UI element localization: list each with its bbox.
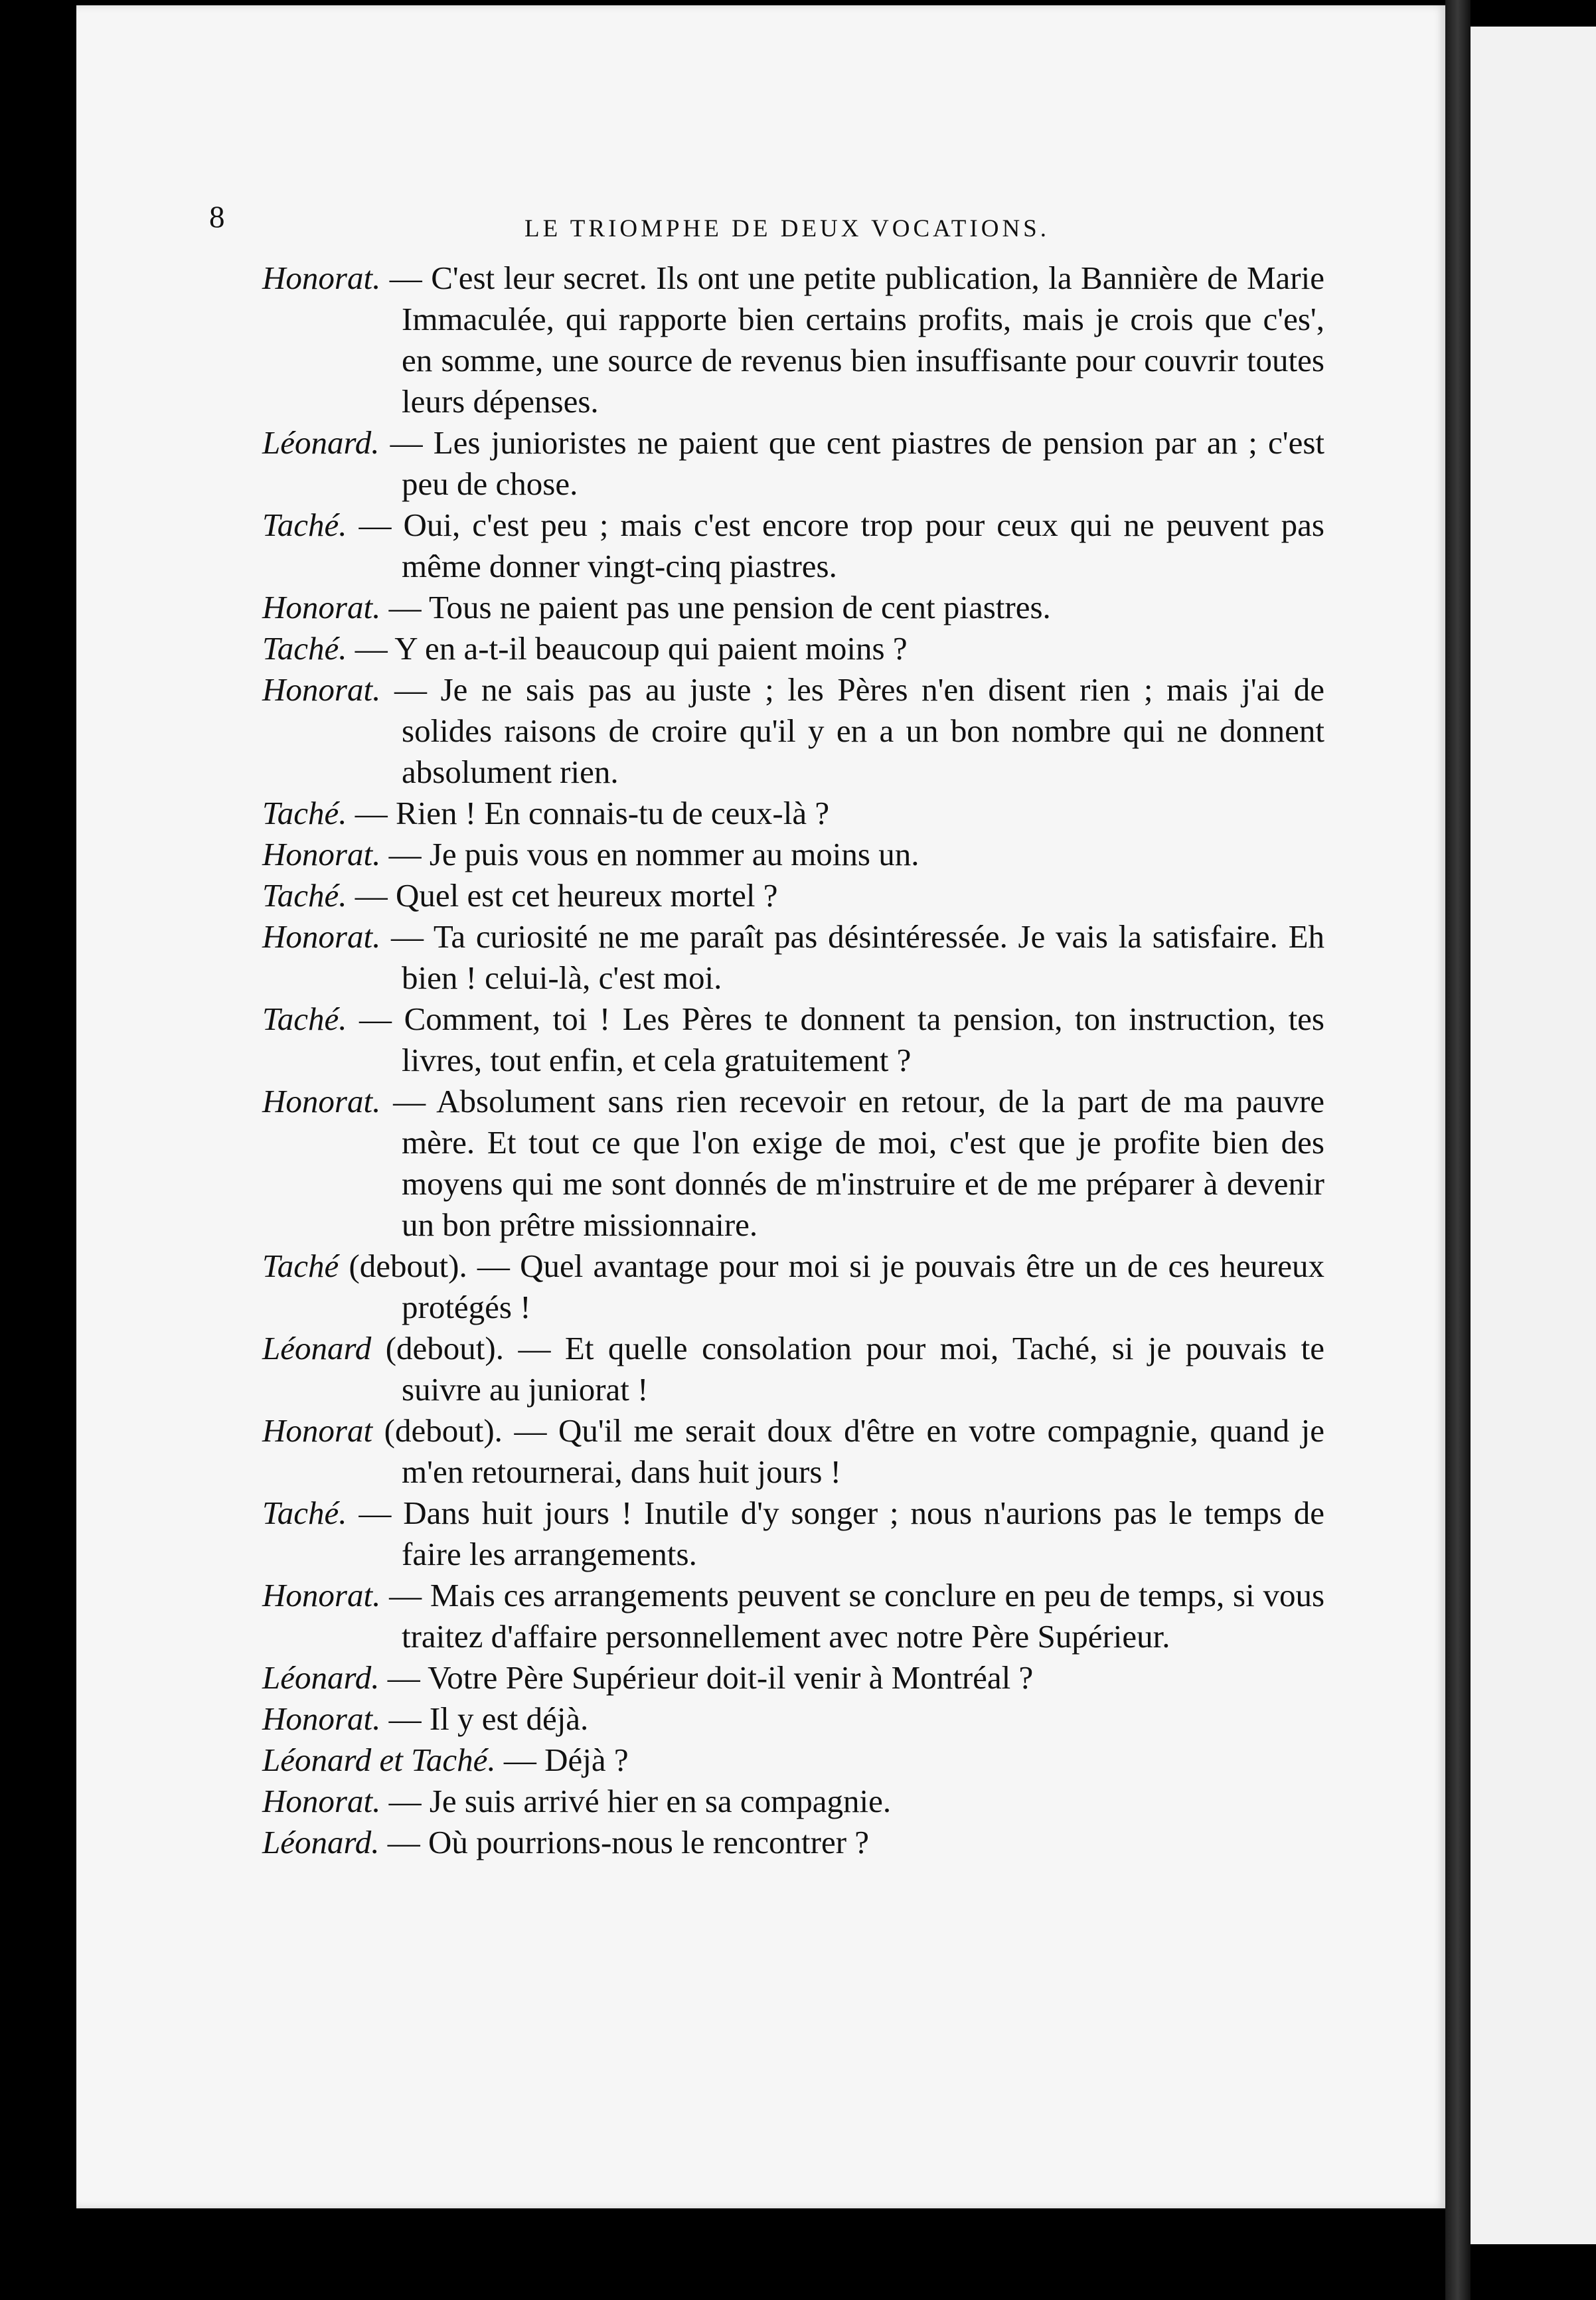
speaker-name: Honorat. (262, 836, 381, 872)
dialogue-line (262, 1740, 1324, 1781)
speech-text: — Tous ne paient pas une pension de cent piastres. (388, 589, 1051, 625)
speech-text: — Dans huit jours ! Inutile d'y songer ; nous n'aurions pas le temps de faire les arrangements. (359, 1495, 1324, 1572)
book-gutter (1445, 0, 1471, 2300)
speaker-name: Taché. (262, 630, 347, 667)
speaker-name: Honorat. (262, 260, 381, 296)
speaker-name: Léonard (262, 1330, 372, 1366)
speaker-name: Taché. (262, 1001, 347, 1037)
dialogue-line (262, 587, 1324, 628)
dialogue-line (262, 999, 1324, 1081)
speech-text: — Déjà ? (503, 1742, 629, 1778)
dialogue-line (262, 1575, 1324, 1657)
speaker-name: Taché (262, 1248, 339, 1284)
speech-text: — Votre Père Supérieur doit-il venir à Montréal ? (387, 1659, 1034, 1696)
speech-text: — Où pourrions-nous le rencontrer ? (387, 1824, 870, 1860)
speaker-name: Léonard. (262, 424, 380, 461)
dialogue-line (262, 834, 1324, 875)
dialogue-line (262, 422, 1324, 505)
speaker-name: Taché. (262, 795, 347, 831)
speaker-name: Honorat (262, 1412, 373, 1449)
running-title: LE TRIOMPHE DE DEUX VOCATIONS. (524, 215, 1050, 242)
speech-text: — Comment, toi ! Les Pères te donnent ta pension, ton instruction, tes livres, tout enfin, et cela gratuitement ? (359, 1001, 1324, 1078)
speech-text: — Qu'il me serait doux d'être en votre compagnie, quand je m'en retournerai, dans huit jours ! (402, 1412, 1324, 1490)
page-number: 8 (209, 200, 225, 234)
dialogue-line (262, 505, 1324, 587)
dialogue-line (262, 1698, 1324, 1740)
dialogue-line (262, 1781, 1324, 1822)
speaker-name: Léonard et Taché. (262, 1742, 496, 1778)
speaker-name: Honorat. (262, 1700, 381, 1737)
speaker-name: Honorat. (262, 918, 381, 955)
dialogue-line (262, 875, 1324, 916)
stage-direction: (debout). (384, 1412, 503, 1449)
speech-text: — Les junioristes ne paient que cent piastres de pension par an ; c'est peu de chose. (390, 424, 1324, 502)
dialogue-line (262, 1822, 1324, 1863)
dialogue-line (262, 1081, 1324, 1246)
speech-text: — Je puis vous en nommer au moins un. (388, 836, 919, 872)
speech-text: — Oui, c'est peu ; mais c'est encore trop pour ceux qui ne peuvent pas même donner vingt-cinq piastres. (359, 507, 1324, 584)
speaker-name: Honorat. (262, 1783, 381, 1819)
dialogue-line (262, 793, 1324, 834)
stage-direction: (debout). (349, 1248, 467, 1284)
speech-text: — Je suis arrivé hier en sa compagnie. (388, 1783, 892, 1819)
dialogue-line (262, 1246, 1324, 1328)
speech-text: — Ta curiosité ne me paraît pas désintéressée. Je vais la satisfaire. Eh bien ! celui-là, c'est moi. (391, 918, 1325, 996)
dialogue-line (262, 1410, 1324, 1493)
speech-text: — C'est leur secret. Ils ont une petite publication, la Bannière de Marie Immaculée, qui rapporte bien certains profits, mais je crois que c'es', en somme, une source de revenus bien insuffisante pour couvrir toutes leurs dépenses. (389, 260, 1324, 420)
dialogue-text (262, 258, 1324, 1863)
speech-text: — Absolument sans rien recevoir en retour, de la part de ma pauvre mère. Et tout ce que l'on exige de moi, c'est que je profite bien des moyens qui me sont donnés de m'instruire et de me préparer à devenir un bon prêtre missionnaire. (393, 1083, 1325, 1243)
speech-text: — Y en a-t-il beaucoup qui paient moins ? (355, 630, 908, 667)
speaker-name: Taché. (262, 877, 347, 914)
speech-text: — Et quelle consolation pour moi, Taché, si je pouvais te suivre au juniorat ! (402, 1330, 1325, 1408)
speaker-name: Honorat. (262, 1083, 381, 1119)
dialogue-line (262, 1328, 1324, 1410)
dialogue-line (262, 258, 1324, 422)
speaker-name: Taché. (262, 1495, 347, 1531)
facing-page-edge (1471, 27, 1596, 2244)
speaker-name: Léonard. (262, 1824, 380, 1860)
speech-text: — Rien ! En connais-tu de ceux-là ? (355, 795, 830, 831)
speaker-name: Honorat. (262, 589, 381, 625)
dialogue-line (262, 1493, 1324, 1575)
dialogue-line (262, 628, 1324, 669)
speech-text: — Il y est déjà. (388, 1700, 589, 1737)
speech-text: — Quel est cet heureux mortel ? (355, 877, 778, 914)
speaker-name: Léonard. (262, 1659, 380, 1696)
dialogue-line (262, 669, 1324, 793)
speaker-name: Honorat. (262, 671, 381, 708)
speaker-name: Honorat. (262, 1577, 381, 1613)
stage-direction: (debout). (385, 1330, 504, 1366)
dialogue-line (262, 916, 1324, 999)
speech-text: — Quel avantage pour moi si je pouvais être un de ces heureux protégés ! (402, 1248, 1325, 1325)
speech-text: — Mais ces arrangements peuvent se conclure en peu de temps, si vous traitez d'affaire personnellement avec notre Père Supérieur. (389, 1577, 1325, 1655)
speech-text: — Je ne sais pas au juste ; les Pères n'en disent rien ; mais j'ai de solides raisons de croire qu'il y en a un bon nombre qui ne donnent absolument rien. (394, 671, 1325, 790)
speaker-name: Taché. (262, 507, 347, 543)
dialogue-line (262, 1657, 1324, 1698)
